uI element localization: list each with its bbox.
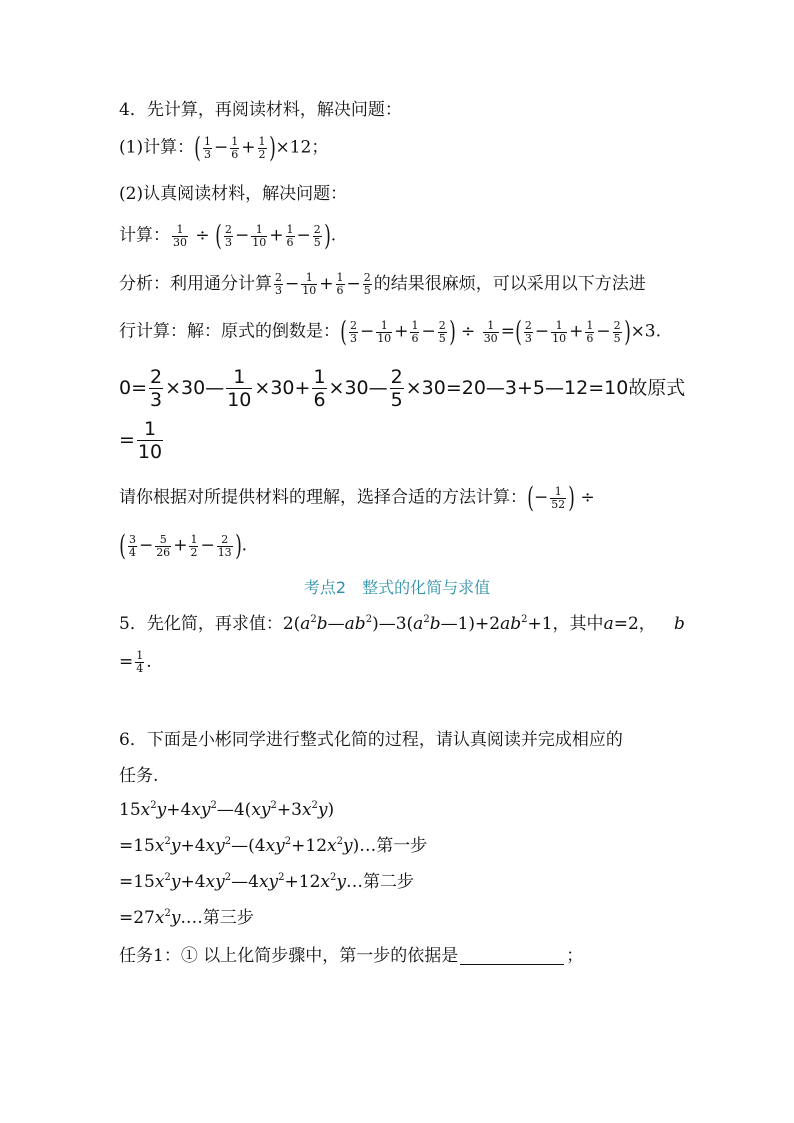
q4-final-line: = $\frac{1}{10}$ xyxy=(119,418,163,463)
q5-part: +1，其中 xyxy=(527,614,604,634)
q4-solution-line: 行计算：解：原式的倒数是：( $\frac{2}{3}$ − $\frac{1}{10}$ + $\frac{1}{6}$ − $\frac{2}{5}$ ) ÷ $\frac{1}{30}$ =( $\frac{2}{3}$ − $\frac{1}{10}$ + $\frac{1}{6}$ − $\frac{2}{5}$ )×3. xyxy=(119,315,662,348)
step-note: …第一步 xyxy=(359,836,428,856)
q4-solution-label: 行计算：解：原式的倒数是： xyxy=(119,321,340,342)
period: . xyxy=(146,652,152,672)
step-note: .…第三步 xyxy=(180,908,254,928)
q5-part: 5．先化简，再求值：2( xyxy=(119,614,301,634)
q5-line2: = $\frac{1}{4}$ . xyxy=(119,649,152,675)
q5-line1: 5．先化简，再求值：$2(a^2b—ab^2)—3(a^2b—1)+2ab^2+1$，其中a=2， b xyxy=(119,614,685,634)
q4-eq-tail: ×3. xyxy=(630,321,662,342)
q4-ask-line2: ( $\frac{3}{4}$ − $\frac{5}{26}$ + $\frac{1}{2}$ − $\frac{2}{13}$ ). xyxy=(119,529,248,562)
q4-analysis-b: 的结果很麻烦，可以采用以下方法进 xyxy=(373,274,646,294)
q4-intro-text: 4．先计算，再阅读材料，解决问题： xyxy=(119,100,402,120)
fraction: $\frac{1}{3}$ xyxy=(204,134,212,161)
expansion-part: ×30— xyxy=(328,377,388,399)
expansion-part: 0= xyxy=(119,377,148,399)
fraction: $\frac{1}{2}$ xyxy=(258,134,266,161)
q5-part: )—3( xyxy=(372,614,414,634)
answer-blank[interactable] xyxy=(460,946,564,965)
q4-part1: (1)计算：( $\frac{1}{3}$ − $\frac{1}{6}$ + $\frac{1}{2}$ )×12； xyxy=(119,131,329,164)
q4-analysis-line: 分析：利用通分计算 $\frac{2}{3}$ − $\frac{1}{10}$ + $\frac{1}{6}$ − $\frac{2}{5}$ 的结果很麻烦，可以采用以下方法进 xyxy=(119,271,646,297)
task-end: ； xyxy=(566,946,584,966)
q6-task1 xyxy=(119,944,583,968)
expansion-part: ×30=20—3+5—12=10故原式 xyxy=(405,377,686,399)
paren-close: ) xyxy=(323,219,331,252)
final-equals: = xyxy=(119,429,135,451)
q4-calc-line: 计算： $\frac{1}{30}$ ÷ ( $\frac{2}{3}$ − $\frac{1}{10}$ + $\frac{1}{6}$ − $\frac{2}{5}$ ). xyxy=(119,219,337,252)
divide-sign: ÷ xyxy=(580,487,595,508)
q5-part: = xyxy=(119,652,134,672)
q6-intro xyxy=(119,728,623,752)
period: . xyxy=(241,535,248,556)
section-heading: 考点2 整式的化简与求值 xyxy=(303,578,491,597)
q5-part: =2， xyxy=(613,614,656,634)
q6-step3: $=27x^2y.\dots$第三步 xyxy=(119,908,254,928)
fraction: $\frac{1}{6}$ xyxy=(231,134,239,161)
q6-step0: $15x^2y+4xy^2—4(xy^2+3x^2y)$ xyxy=(119,800,335,820)
q4-ask-text: 请你根据对所提供材料的理解，选择合适的方法计算： xyxy=(119,487,527,508)
q6-task-text: 任务1：① 以上化简步骤中，第一步的依据是 xyxy=(119,946,459,966)
q4-calc-label: 计算： xyxy=(119,225,170,246)
paren-open: ( xyxy=(215,219,222,252)
q4-intro xyxy=(119,98,402,122)
q4-part1-label: (1)计算： xyxy=(119,137,195,158)
expansion-part: ×30+ xyxy=(254,377,311,399)
expansion-part: ×30— xyxy=(165,377,225,399)
paren-close: ) xyxy=(268,131,276,164)
q6-step2: $=15x^2y+4xy^2—4xy^2+12x^2y\dots$第二步 xyxy=(119,872,414,892)
q4-expansion-line: 0= $\frac{2}{3}$ ×30— $\frac{1}{10}$ ×30+ $\frac{1}{6}$ ×30— $\frac{2}{5}$ ×30=20—3+5—12=10故原式 xyxy=(119,366,686,411)
paren-open: ( xyxy=(194,131,201,164)
q6-step1: $=15x^2y+4xy^2—(4xy^2+12x^2y)\dots$第一步 xyxy=(119,836,428,856)
q4-part2-intro xyxy=(119,182,347,206)
q4-part1-times: ×12； xyxy=(275,137,329,158)
q6-intro2-line xyxy=(119,764,158,788)
step-note: …第二步 xyxy=(345,872,414,892)
q4-analysis-a: 分析：利用通分计算 xyxy=(119,274,272,294)
q5-part: —1)+2 xyxy=(440,614,501,634)
fraction: $\frac{1}{30}$ xyxy=(173,222,187,249)
q4-part2-intro-text: (2)认真阅读材料，解决问题： xyxy=(119,184,348,204)
q4-ask-line: 请你根据对所提供材料的理解，选择合适的方法计算：(− $\frac{1}{52}$ ) ÷ xyxy=(119,481,595,514)
q6-intro2: 任务. xyxy=(119,766,159,786)
q6-intro1: 6．下面是小彬同学进行整式化简的过程，请认真阅读并完成相应的 xyxy=(119,730,623,750)
